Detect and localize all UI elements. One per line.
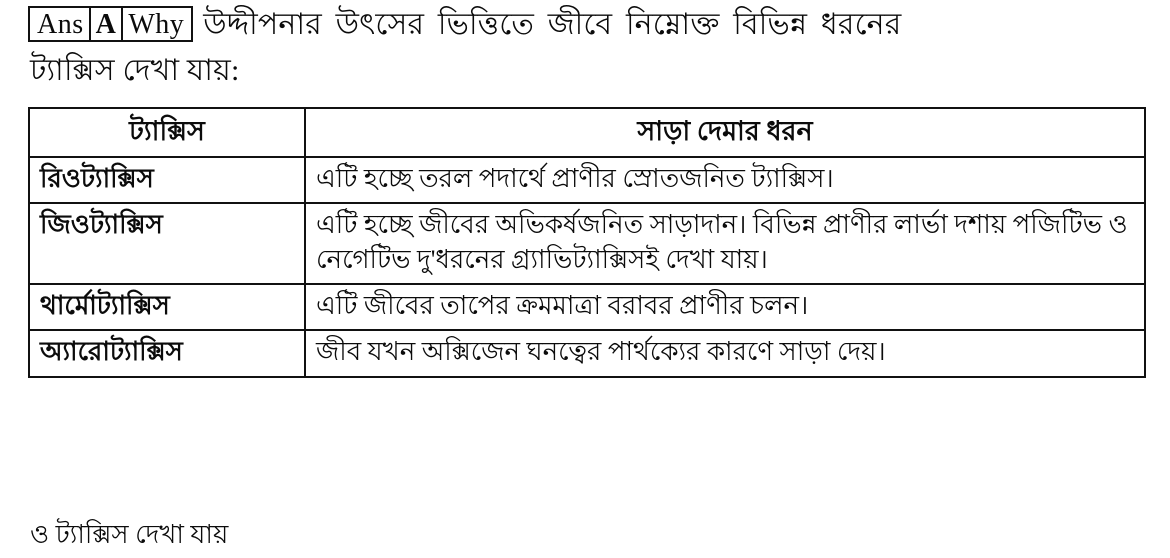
answer-label-ans: Ans: [37, 8, 84, 40]
answer-label-a: A: [89, 8, 124, 40]
heading-line-2: ট্যাক্সিস দেখা যায়:: [30, 53, 240, 87]
cell-term: থার্মোট্যাক্সিস: [29, 284, 305, 330]
column-header-taxis: ট্যাক্সিস: [29, 108, 305, 158]
clipped-footer-text: ও ট্যাক্সিস দেখা যায়: [30, 520, 229, 549]
cell-description: এটি জীবের তাপের ক্রমমাত্রা বরাবর প্রাণীর চলন।: [305, 284, 1145, 330]
answer-label-why: Why: [128, 8, 185, 40]
cell-term: রিওট্যাক্সিস: [29, 157, 305, 203]
heading-line-1: উদ্দীপনার উৎসের ভিত্তিতে জীবে নিম্নোক্ত বিভিন্ন ধরনের: [203, 8, 902, 41]
cell-description: এটি হচ্ছে জীবের অভিকর্ষজনিত সাড়াদান। বিভিন্ন প্রাণীর লার্ভা দশায় পজিটিভ ও নেগেটিভ দু'ধরনের গ্র্যাভিট্যাক্সিসই দেখা যায়।: [305, 203, 1145, 284]
answer-heading: [28, 6, 1148, 44]
table-row: [29, 157, 1145, 203]
taxis-table: [28, 107, 1146, 378]
table-row: [29, 203, 1145, 284]
cell-term: জিওট্যাক্সিস: [29, 203, 305, 284]
answer-label-box: [28, 6, 193, 42]
cell-description: জীব যখন অক্সিজেন ঘনত্বের পার্থক্যের কারণে সাড়া দেয়।: [305, 330, 1145, 376]
cell-term: অ্যারোট্যাক্সিস: [29, 330, 305, 376]
cell-description: এটি হচ্ছে তরল পদার্থে প্রাণীর স্রোতজনিত ট্যাক্সিস।: [305, 157, 1145, 203]
table-row: [29, 284, 1145, 330]
column-header-response: সাড়া দেমার ধরন: [305, 108, 1145, 158]
table-row: [29, 330, 1145, 376]
table-header-row: [29, 108, 1145, 158]
